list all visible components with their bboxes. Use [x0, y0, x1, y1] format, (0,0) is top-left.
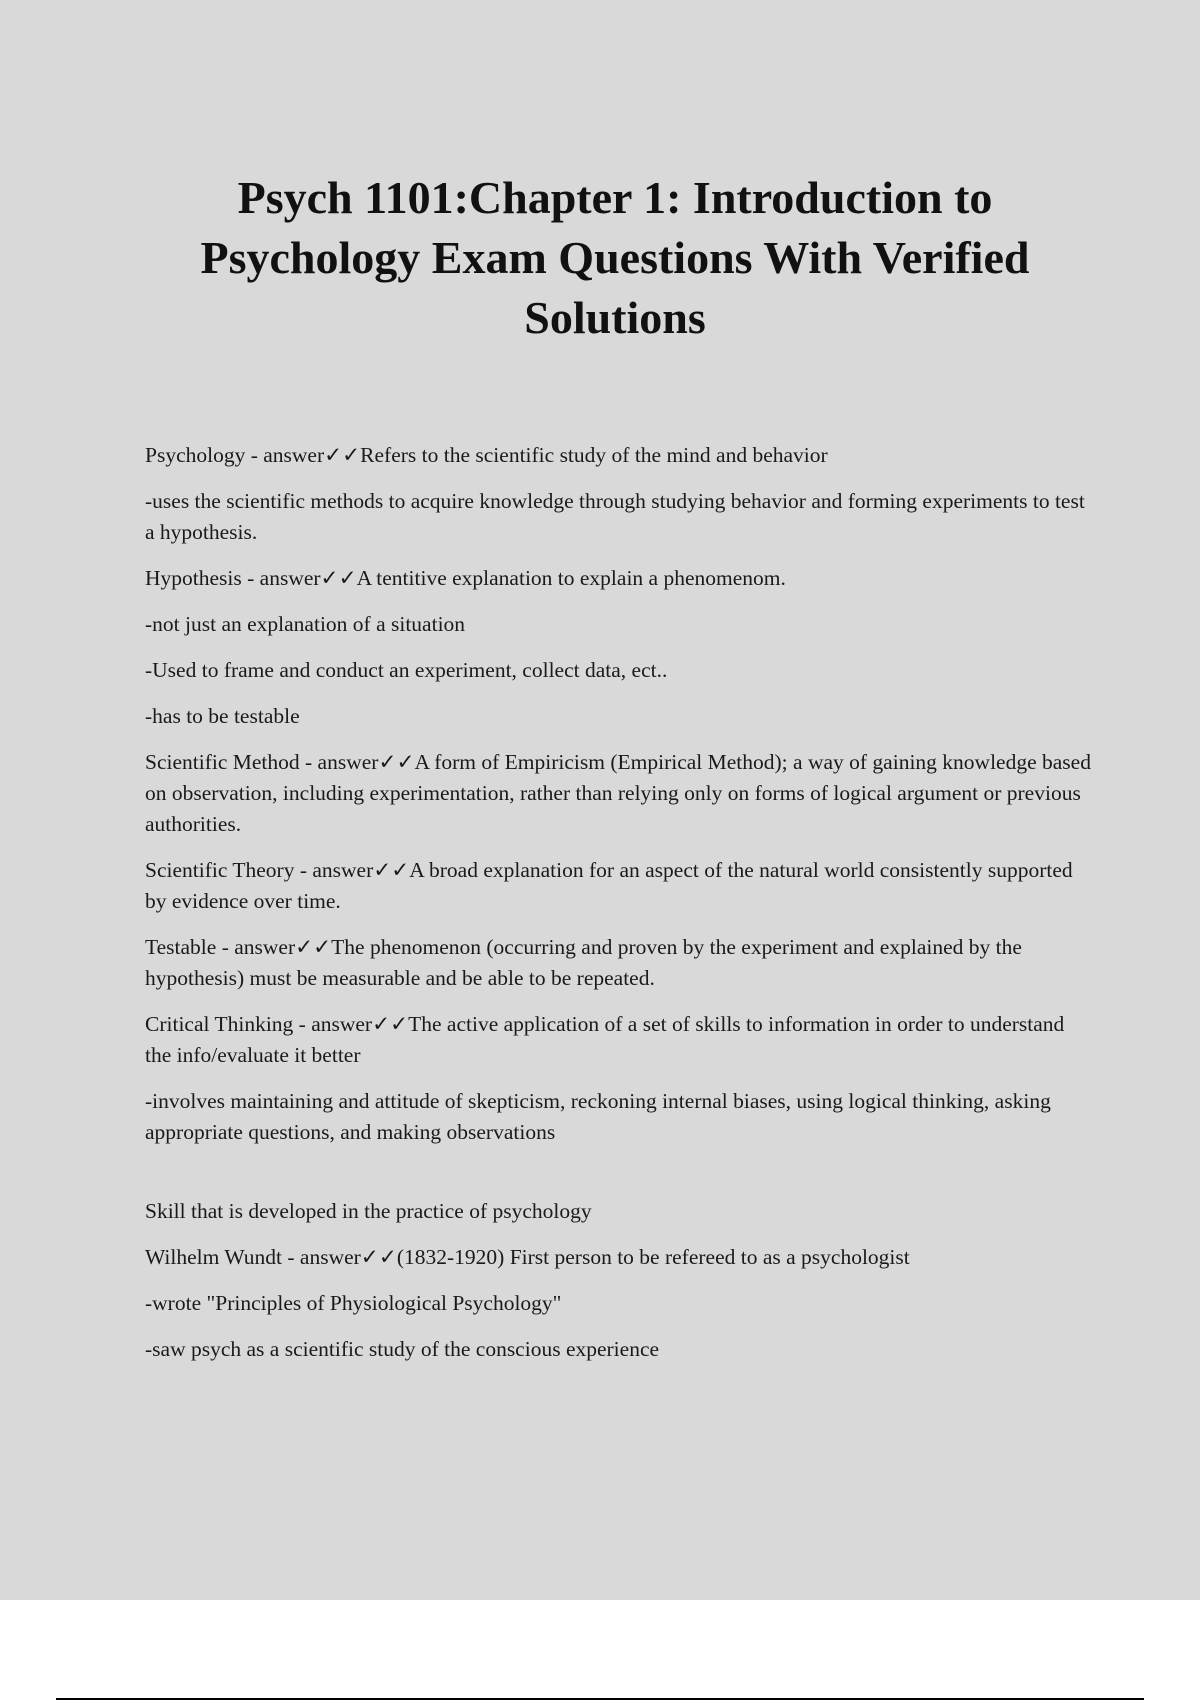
- paragraph-hypothesis-note-3: -has to be testable: [145, 704, 300, 728]
- paragraph-scientific-theory-definition: Scientific Theory - answer✓✓A broad explanation for an aspect of the natural world consistently supported by evidence over time.: [145, 858, 1073, 913]
- document-body: [145, 440, 1095, 1380]
- paragraph-skill-note: Skill that is developed in the practice of psychology: [145, 1199, 592, 1223]
- document-title: Psych 1101:Chapter 1: Introduction to Psychology Exam Questions With Verified Solutions: [200, 172, 1030, 343]
- paragraph-psychology-definition: Psychology - answer✓✓Refers to the scientific study of the mind and behavior: [145, 443, 828, 467]
- paragraph-psychology-note: -uses the scientific methods to acquire knowledge through studying behavior and forming experiments to test a hypothesis.: [145, 489, 1085, 544]
- paragraph-critical-thinking-note: -involves maintaining and attitude of skepticism, reckoning internal biases, using logical thinking, asking appropriate questions, and making observations: [145, 1089, 1051, 1144]
- paragraph-testable-definition: Testable - answer✓✓The phenomenon (occurring and proven by the experiment and explained by the hypothesis) must be measurable and be able to be repeated.: [145, 935, 1022, 990]
- paragraph-hypothesis-note-2: -Used to frame and conduct an experiment, collect data, ect..: [145, 658, 668, 682]
- paragraph-scientific-method-definition: Scientific Method - answer✓✓A form of Empiricism (Empirical Method); a way of gaining knowledge based on observation, including experimentation, rather than relying only on forms of logical argument or previous authorities.: [145, 750, 1091, 836]
- paragraph-hypothesis-note-1: -not just an explanation of a situation: [145, 612, 466, 636]
- paragraph-wundt-note-1: -wrote "Principles of Physiological Psychology": [145, 1291, 562, 1315]
- paragraph-wundt-definition: Wilhelm Wundt - answer✓✓(1832-1920) First person to be refereed to as a psychologist: [145, 1245, 910, 1269]
- paragraph-hypothesis-definition: Hypothesis - answer✓✓A tentitive explanation to explain a phenomenom.: [145, 566, 786, 590]
- paragraph-critical-thinking-definition: Critical Thinking - answer✓✓The active application of a set of skills to information in order to understand the info/evaluate it better: [145, 1012, 1065, 1067]
- paragraph-wundt-note-2: -saw psych as a scientific study of the conscious experience: [145, 1337, 660, 1361]
